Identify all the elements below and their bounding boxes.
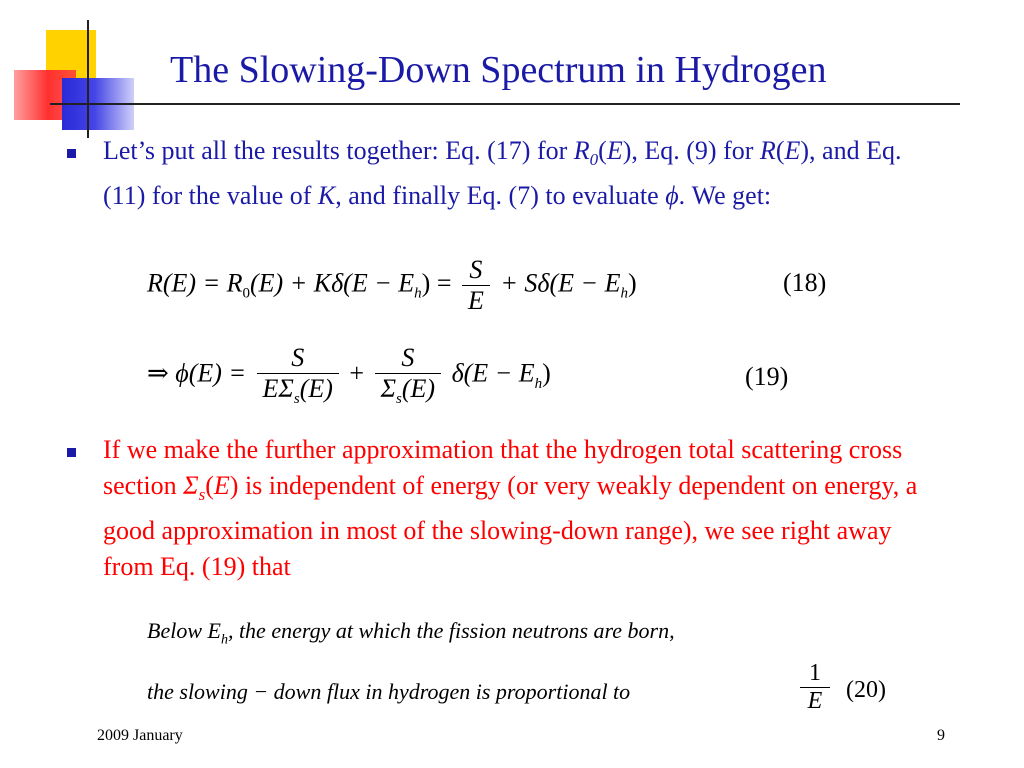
footer-date: 2009 January [97,727,183,744]
equation-20-line-2: the slowing − down flux in hydrogen is proportional to [147,679,631,704]
bullet-marker-2 [67,448,76,457]
equation-20-number: (20) [846,677,886,703]
equation-18: $R(E) = R_0(E) + K\delta(E - E_h)$ = $\frac{S}{E}$ + $S\delta(E - E_h)$ [147,255,637,315]
decorative-vertical-line [87,20,89,138]
equation-19: ⇒ ϕ(E) = $\frac{S}{E\Sigma_s(E)}$ + $\frac{S}{\Sigma_s(E)}$ $\delta(E - E_h)$ [147,343,551,408]
fraction-s-over-e: $\frac{S}{E}$ [462,255,490,316]
bullet-2-text: If we make the further approximation that the hydrogen total scattering cross section $\Sigma_s(E)$ is independent of energy (or very weakly dependent on energy, a good approximation in most of the slowing-down range), we see right away from Eq. (19) that [103,435,918,582]
fraction-1: $\frac{S}{E\Sigma_s(E)}$ [257,343,339,408]
equation-18-number: (18) [783,268,827,297]
bullet-marker-1 [67,149,76,158]
title-underline [50,103,960,105]
equation-19-number: (19) [745,362,789,391]
equation-20-line-1: Below $E_h$, the energy at which the fission neutrons are born, [147,618,675,648]
fraction-one-over-e: $\frac{1}{E}$ [800,660,830,715]
fraction-2: $\frac{S}{\Sigma_s(E)}$ [375,343,442,408]
slide-title: The Slowing-Down Spectrum in Hydrogen [170,49,827,91]
page-number: 9 [937,727,945,744]
bullet-1-text: Let’s put all the results together: Eq. (17) for $R_0(E)$, Eq. (9) for R(E), and Eq. (11) for the value of K, and finally Eq. (7) to evaluate ϕ. We get: [103,136,902,211]
